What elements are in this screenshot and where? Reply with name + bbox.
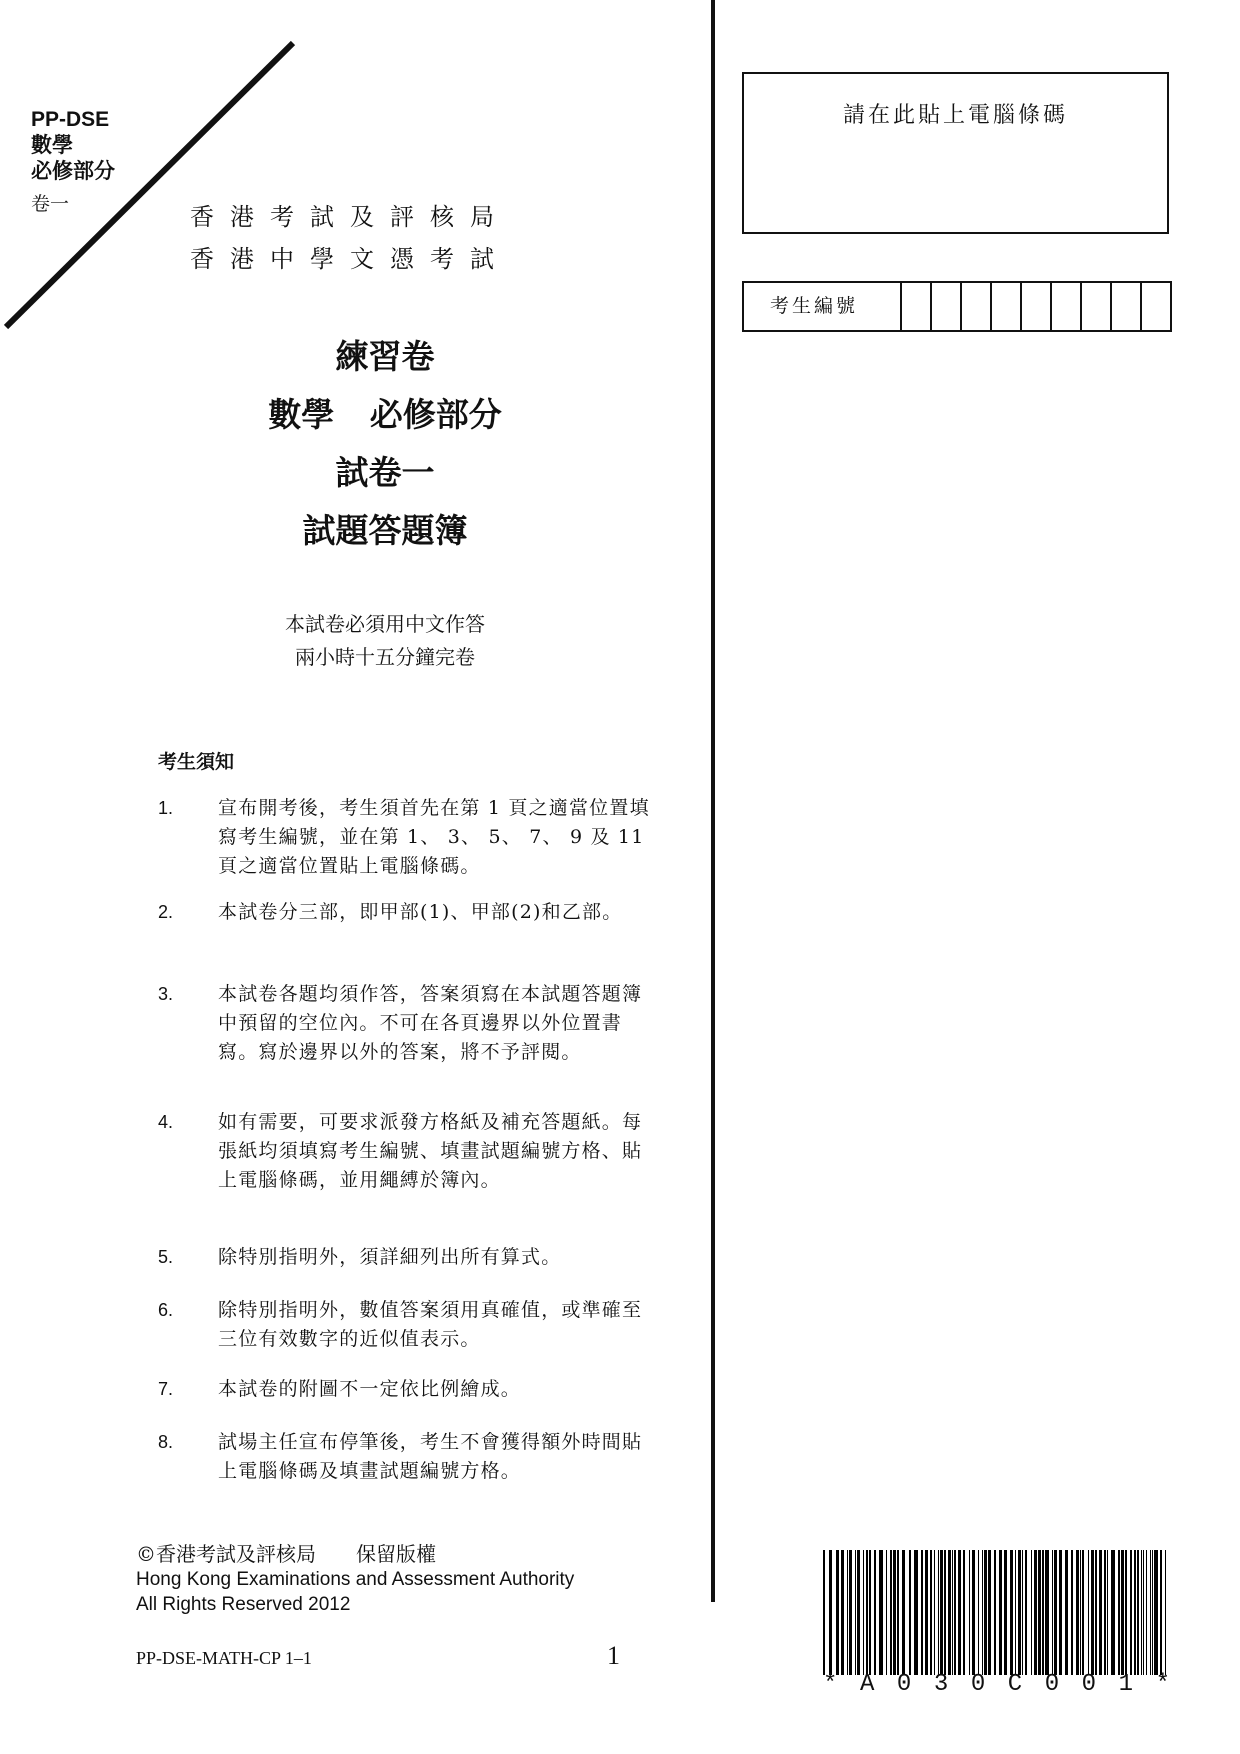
barcode-bar (1018, 1550, 1021, 1675)
barcode-bar (1059, 1550, 1062, 1675)
barcode-bar (1091, 1550, 1094, 1675)
barcode-bar (1141, 1550, 1142, 1675)
barcode-bar (1015, 1550, 1016, 1675)
barcode-bar (1045, 1550, 1049, 1675)
barcode-bar (909, 1550, 911, 1675)
barcode-bar (988, 1550, 991, 1675)
barcode-bar (897, 1550, 899, 1675)
barcode-bar (1088, 1550, 1089, 1675)
paper-code: PP-DSE-MATH-CP 1–1 (136, 1648, 312, 1668)
language-note: 本試卷必須用中文作答 (285, 612, 485, 636)
candidate-number-label: 考生編號 (744, 283, 902, 330)
barcode-bar (1054, 1550, 1057, 1675)
barcode-bar (855, 1550, 856, 1675)
barcode-bar (863, 1550, 864, 1675)
barcode-bar (1076, 1550, 1079, 1675)
instruction-number: 4. (158, 1112, 174, 1132)
barcode-image (823, 1550, 1170, 1675)
barcode-bar (1165, 1550, 1166, 1675)
instruction-number: 6. (158, 1300, 174, 1320)
barcode-sticker-label: 請在此貼上電腦條碼 (842, 103, 1068, 128)
barcode-bar (978, 1550, 979, 1675)
barcode-char: C (1007, 1671, 1023, 1698)
duration-note: 兩小時十五分鐘完卷 (295, 645, 475, 669)
candidate-number-cell[interactable] (902, 283, 932, 330)
barcode-bar (849, 1550, 852, 1675)
candidate-number-cell[interactable] (962, 283, 992, 330)
barcode-human-readable (823, 1671, 1170, 1698)
corner-subject: 數學 (31, 134, 73, 157)
barcode-bar (972, 1550, 975, 1675)
barcode-bar (914, 1550, 918, 1675)
instruction-number: 8. (158, 1432, 174, 1452)
barcode-bar (1150, 1550, 1151, 1675)
barcode-bar (1143, 1550, 1144, 1675)
barcode-bar (879, 1550, 883, 1675)
authority-name: 香港考試及評核局 (190, 203, 510, 231)
barcode-bar (954, 1550, 956, 1675)
barcode-bar (940, 1550, 943, 1675)
instruction-text: 本試卷各題均須作答，答案須寫在本試題答題簿中預留的空位內。不可在各頁邊界以外位置書寫。寫於邊界以外的答案，將不予評閱。 (218, 983, 643, 1063)
barcode-bar (921, 1550, 923, 1675)
barcode-bar (1118, 1550, 1120, 1675)
barcode-char: 0 (1081, 1671, 1097, 1698)
barcode-bar (1034, 1550, 1037, 1675)
barcode-bar (1134, 1550, 1136, 1675)
barcode-bar (1010, 1550, 1013, 1675)
barcode-bar (1121, 1550, 1124, 1675)
corner-paper: 卷一 (31, 193, 70, 215)
candidate-number-grid (742, 281, 1172, 332)
title-subject: 數學 必修部分 (268, 395, 502, 434)
page-number: 1 (607, 1641, 620, 1670)
copyright-zh: ©香港考試及評核局 保留版權 (136, 1542, 436, 1566)
language-note-block (0, 608, 770, 674)
candidate-number-cell[interactable] (932, 283, 962, 330)
barcode-bar (982, 1550, 983, 1675)
title-practice-paper: 練習卷 (335, 337, 435, 376)
barcode-char: 1 (1118, 1671, 1134, 1698)
barcode-bar (823, 1550, 825, 1675)
barcode-bar (1104, 1550, 1106, 1675)
barcode-bar (1038, 1550, 1041, 1675)
candidate-number-cell[interactable] (1022, 283, 1052, 330)
barcode-char: * (823, 1671, 838, 1698)
barcode-bar (1052, 1550, 1053, 1675)
instruction-text: 宣布開考後，考生須首先在第 1 頁之適當位置填寫考生編號，並在第 1、 3、 5、 7、 9 及 11 頁之適當位置貼上電腦條碼。 (218, 797, 650, 877)
barcode-bar (866, 1550, 868, 1675)
corner-label (31, 107, 115, 217)
barcode-bar (938, 1550, 939, 1675)
barcode-bar (984, 1550, 987, 1675)
copyright-en-authority: Hong Kong Examinations and Assessment Authority (136, 1569, 575, 1590)
title-booklet: 試題答題簿 (302, 511, 468, 550)
barcode-bar (1022, 1550, 1023, 1675)
barcode-bar (999, 1550, 1002, 1675)
candidate-number-cell[interactable] (1052, 283, 1082, 330)
corner-exam-code: PP-DSE (31, 108, 110, 131)
candidate-number-cell[interactable] (1142, 283, 1170, 330)
barcode-bar (847, 1550, 848, 1675)
barcode-bar (1130, 1550, 1132, 1675)
exam-name: 香港中學文憑考試 (190, 245, 510, 273)
barcode-bar (1071, 1550, 1073, 1675)
barcode-bar (994, 1550, 996, 1675)
barcode-bar (874, 1550, 876, 1675)
instruction-text: 除特別指明外，須詳細列出所有算式。 (218, 1246, 562, 1268)
copyright-block (136, 1542, 574, 1617)
barcode-bar (952, 1550, 953, 1675)
barcode-bar (1146, 1550, 1147, 1675)
candidate-number-cell[interactable] (1082, 283, 1112, 330)
barcode-bar (1160, 1550, 1162, 1675)
barcode-char: 0 (896, 1671, 912, 1698)
barcode-bar (930, 1550, 932, 1675)
barcode-bar (925, 1550, 928, 1675)
title-paper: 試卷一 (335, 453, 435, 492)
barcode-bar (902, 1550, 905, 1675)
instruction-text: 除特別指明外，數值答案須用真確值，或準確至三位有效數字的近似值表示。 (218, 1299, 643, 1350)
barcode-bar (958, 1550, 961, 1675)
barcode-bar (893, 1550, 896, 1675)
instruction-text: 試場主任宣布停筆後，考生不會獲得額外時間貼上電腦條碼及填畫試題編號方格。 (218, 1431, 643, 1482)
barcode-bar (963, 1550, 965, 1675)
barcode-bar (1099, 1550, 1102, 1675)
barcode-bar (934, 1550, 935, 1675)
barcode-bar (1152, 1550, 1153, 1675)
corner-module: 必修部分 (31, 160, 115, 183)
barcode-bar (1004, 1550, 1007, 1675)
barcode-bar (969, 1550, 970, 1675)
instruction-number: 7. (158, 1379, 174, 1399)
barcode-char: * (1155, 1671, 1170, 1698)
barcode-bar (1042, 1550, 1044, 1675)
barcode-char: 0 (970, 1671, 986, 1698)
barcode-bar (1137, 1550, 1139, 1675)
barcode-char: 3 (933, 1671, 949, 1698)
instruction-number: 1. (158, 798, 174, 818)
copyright-en-reserved: All Rights Reserved 2012 (136, 1594, 351, 1615)
barcode-char: A (859, 1671, 875, 1698)
barcode-bar (1125, 1550, 1127, 1675)
barcode-bar (1154, 1550, 1158, 1675)
authority-heading (190, 196, 510, 280)
barcode-bar (869, 1550, 871, 1675)
instruction-text: 如有需要，可要求派發方格紙及補充答題紙。每張紙均須填寫考生編號、填畫試題編號方格、貼上電腦條碼，並用繩縛於簿內。 (218, 1111, 643, 1191)
barcode-bar (857, 1550, 860, 1675)
barcode-bar (829, 1550, 832, 1675)
barcode-bar (1107, 1550, 1108, 1675)
barcode-bar (1111, 1550, 1115, 1675)
barcode-bar (944, 1550, 946, 1675)
barcode-sticker-area (742, 72, 1169, 234)
barcode-bar (836, 1550, 839, 1675)
instruction-number: 5. (158, 1247, 174, 1267)
instructions-title: 考生須知 (158, 751, 235, 773)
barcode-bar (841, 1550, 844, 1675)
instruction-number: 3. (158, 984, 174, 1004)
barcode-bar (1031, 1550, 1032, 1675)
barcode-bar (948, 1550, 951, 1675)
instruction-text: 本試卷分三部，即甲部(1)、甲部(2)和乙部。 (218, 901, 623, 923)
barcode-bar (1080, 1550, 1081, 1675)
candidate-number-cell[interactable] (992, 283, 1022, 330)
barcode-bar (890, 1550, 892, 1675)
instruction-number: 2. (158, 902, 174, 922)
barcode-bar (1025, 1550, 1027, 1675)
barcode-bar (1095, 1550, 1097, 1675)
column-divider (711, 0, 715, 1602)
barcode-bar (1082, 1550, 1084, 1675)
barcode-char: 0 (1044, 1671, 1060, 1698)
instruction-text: 本試卷的附圖不一定依比例繪成。 (218, 1378, 522, 1400)
candidate-number-cell[interactable] (1112, 283, 1142, 330)
barcode-bar (1065, 1550, 1068, 1675)
title-block (0, 328, 770, 560)
barcode-bar (886, 1550, 887, 1675)
